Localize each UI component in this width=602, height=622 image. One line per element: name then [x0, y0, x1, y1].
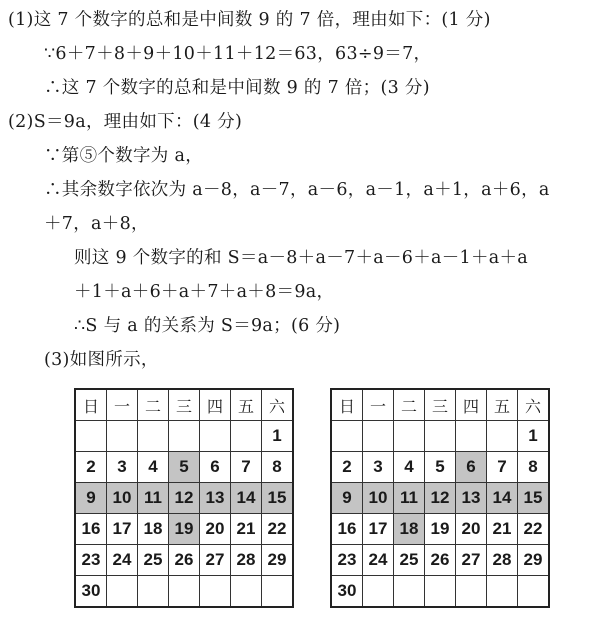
calendar-day-cell: 12	[169, 483, 200, 514]
calendar-empty-cell	[107, 576, 138, 608]
calendar-day-cell: 25	[138, 545, 169, 576]
calendar-empty-cell	[363, 421, 394, 452]
calendar-empty-cell	[456, 421, 487, 452]
calendar-day-cell: 30	[75, 576, 107, 608]
calendar-header-row	[75, 389, 293, 421]
calendar-day-cell: 15	[518, 483, 550, 514]
calendar-empty-cell	[75, 421, 107, 452]
calendar-day-cell: 23	[331, 545, 363, 576]
calendar-day-cell: 27	[200, 545, 231, 576]
calendar-empty-cell	[487, 421, 518, 452]
solution-line-8: 则这 9 个数字的和 S＝a－8＋a－7＋a－6＋a－1＋a＋a	[74, 248, 529, 268]
calendar-week-row	[75, 514, 293, 545]
calendar-header-row	[331, 389, 549, 421]
weekday-header: 五	[231, 389, 262, 421]
calendar-day-cell: 3	[107, 452, 138, 483]
solution-line-3: ∴这 7 个数字的总和是中间数 9 的 7 倍；(3 分)	[44, 78, 430, 98]
calendar-day-cell: 5	[425, 452, 456, 483]
calendar-day-cell: 6	[200, 452, 231, 483]
calendar-empty-cell	[425, 421, 456, 452]
calendar-day-cell: 7	[231, 452, 262, 483]
calendar-day-cell: 11	[394, 483, 425, 514]
calendar-day-cell: 16	[331, 514, 363, 545]
calendar-empty-cell	[394, 576, 425, 608]
weekday-header: 日	[331, 389, 363, 421]
weekday-header: 二	[138, 389, 169, 421]
calendar-empty-cell	[331, 421, 363, 452]
calendar-day-cell: 5	[169, 452, 200, 483]
calendar-day-cell: 20	[456, 514, 487, 545]
solution-line-4: (2)S＝9a，理由如下：(4 分)	[8, 112, 243, 132]
calendar-day-cell: 1	[262, 421, 294, 452]
solution-line-7: ＋7，a＋8，	[44, 214, 149, 234]
calendar-day-cell: 17	[363, 514, 394, 545]
solution-line-10: ∴S 与 a 的关系为 S＝9a；(6 分)	[74, 316, 341, 336]
calendar-day-cell: 16	[75, 514, 107, 545]
calendar-day-cell: 27	[456, 545, 487, 576]
weekday-header: 四	[456, 389, 487, 421]
calendar-empty-cell	[425, 576, 456, 608]
calendar-day-cell: 14	[487, 483, 518, 514]
calendar-week-row	[75, 576, 293, 608]
calendar-day-cell: 1	[518, 421, 550, 452]
calendar-day-cell: 9	[331, 483, 363, 514]
calendar-day-cell: 18	[138, 514, 169, 545]
weekday-header: 三	[425, 389, 456, 421]
calendar-week-row	[331, 576, 549, 608]
calendar-day-cell: 19	[169, 514, 200, 545]
weekday-header: 一	[107, 389, 138, 421]
calendar-right	[330, 388, 550, 608]
solution-line-2: ∵6＋7＋8＋9＋10＋11＋12＝63，63÷9＝7，	[44, 44, 432, 64]
calendar-day-cell: 28	[231, 545, 262, 576]
calendar-day-cell: 10	[363, 483, 394, 514]
calendar-day-cell: 13	[200, 483, 231, 514]
calendar-day-cell: 10	[107, 483, 138, 514]
calendar-day-cell: 28	[487, 545, 518, 576]
solution-line-1: (1)这 7 个数字的总和是中间数 9 的 7 倍，理由如下：(1 分)	[8, 10, 491, 30]
calendar-day-cell: 26	[425, 545, 456, 576]
weekday-header: 日	[75, 389, 107, 421]
calendar-day-cell: 3	[363, 452, 394, 483]
calendar-empty-cell	[394, 421, 425, 452]
calendar-week-row	[75, 421, 293, 452]
calendar-left	[74, 388, 294, 608]
calendar-day-cell: 30	[331, 576, 363, 608]
weekday-header: 六	[262, 389, 294, 421]
calendar-day-cell: 21	[231, 514, 262, 545]
solution-line-9: ＋1＋a＋6＋a＋7＋a＋8＝9a，	[74, 282, 335, 302]
calendar-empty-cell	[169, 576, 200, 608]
calendar-day-cell: 18	[394, 514, 425, 545]
calendar-day-cell: 8	[518, 452, 550, 483]
calendar-week-row	[75, 545, 293, 576]
calendar-day-cell: 25	[394, 545, 425, 576]
calendar-week-row	[331, 483, 549, 514]
calendar-empty-cell	[200, 576, 231, 608]
calendar-empty-cell	[262, 576, 294, 608]
calendar-empty-cell	[200, 421, 231, 452]
weekday-header: 一	[363, 389, 394, 421]
calendar-day-cell: 7	[487, 452, 518, 483]
calendar-empty-cell	[231, 421, 262, 452]
calendar-day-cell: 13	[456, 483, 487, 514]
calendar-week-row	[75, 483, 293, 514]
calendar-week-row	[331, 452, 549, 483]
calendar-day-cell: 22	[518, 514, 550, 545]
calendar-day-cell: 24	[107, 545, 138, 576]
calendar-empty-cell	[518, 576, 550, 608]
calendar-day-cell: 12	[425, 483, 456, 514]
calendar-empty-cell	[138, 421, 169, 452]
calendar-day-cell: 26	[169, 545, 200, 576]
calendar-day-cell: 6	[456, 452, 487, 483]
calendar-day-cell: 11	[138, 483, 169, 514]
calendar-week-row	[331, 421, 549, 452]
weekday-header: 五	[487, 389, 518, 421]
calendar-week-row	[331, 514, 549, 545]
calendar-day-cell: 14	[231, 483, 262, 514]
calendar-empty-cell	[138, 576, 169, 608]
calendar-empty-cell	[456, 576, 487, 608]
calendar-day-cell: 29	[262, 545, 294, 576]
calendar-day-cell: 17	[107, 514, 138, 545]
calendar-day-cell: 2	[75, 452, 107, 483]
calendar-week-row	[75, 452, 293, 483]
calendar-empty-cell	[487, 576, 518, 608]
calendar-day-cell: 4	[394, 452, 425, 483]
calendar-day-cell: 2	[331, 452, 363, 483]
calendar-day-cell: 22	[262, 514, 294, 545]
calendar-day-cell: 9	[75, 483, 107, 514]
solution-line-5: ∵第⑤个数字为 a，	[44, 146, 203, 166]
calendar-empty-cell	[363, 576, 394, 608]
calendar-day-cell: 24	[363, 545, 394, 576]
calendar-day-cell: 29	[518, 545, 550, 576]
calendar-day-cell: 8	[262, 452, 294, 483]
calendar-day-cell: 23	[75, 545, 107, 576]
calendar-empty-cell	[169, 421, 200, 452]
calendar-empty-cell	[107, 421, 138, 452]
weekday-header: 六	[518, 389, 550, 421]
weekday-header: 二	[394, 389, 425, 421]
calendar-day-cell: 19	[425, 514, 456, 545]
calendar-empty-cell	[231, 576, 262, 608]
weekday-header: 三	[169, 389, 200, 421]
solution-line-6: ∴其余数字依次为 a－8，a－7，a－6，a－1，a＋1，a＋6，a	[44, 180, 550, 200]
calendar-day-cell: 4	[138, 452, 169, 483]
calendar-week-row	[331, 545, 549, 576]
weekday-header: 四	[200, 389, 231, 421]
calendar-day-cell: 20	[200, 514, 231, 545]
solution-line-11: (3)如图所示，	[44, 350, 159, 370]
calendar-day-cell: 15	[262, 483, 294, 514]
calendar-day-cell: 21	[487, 514, 518, 545]
